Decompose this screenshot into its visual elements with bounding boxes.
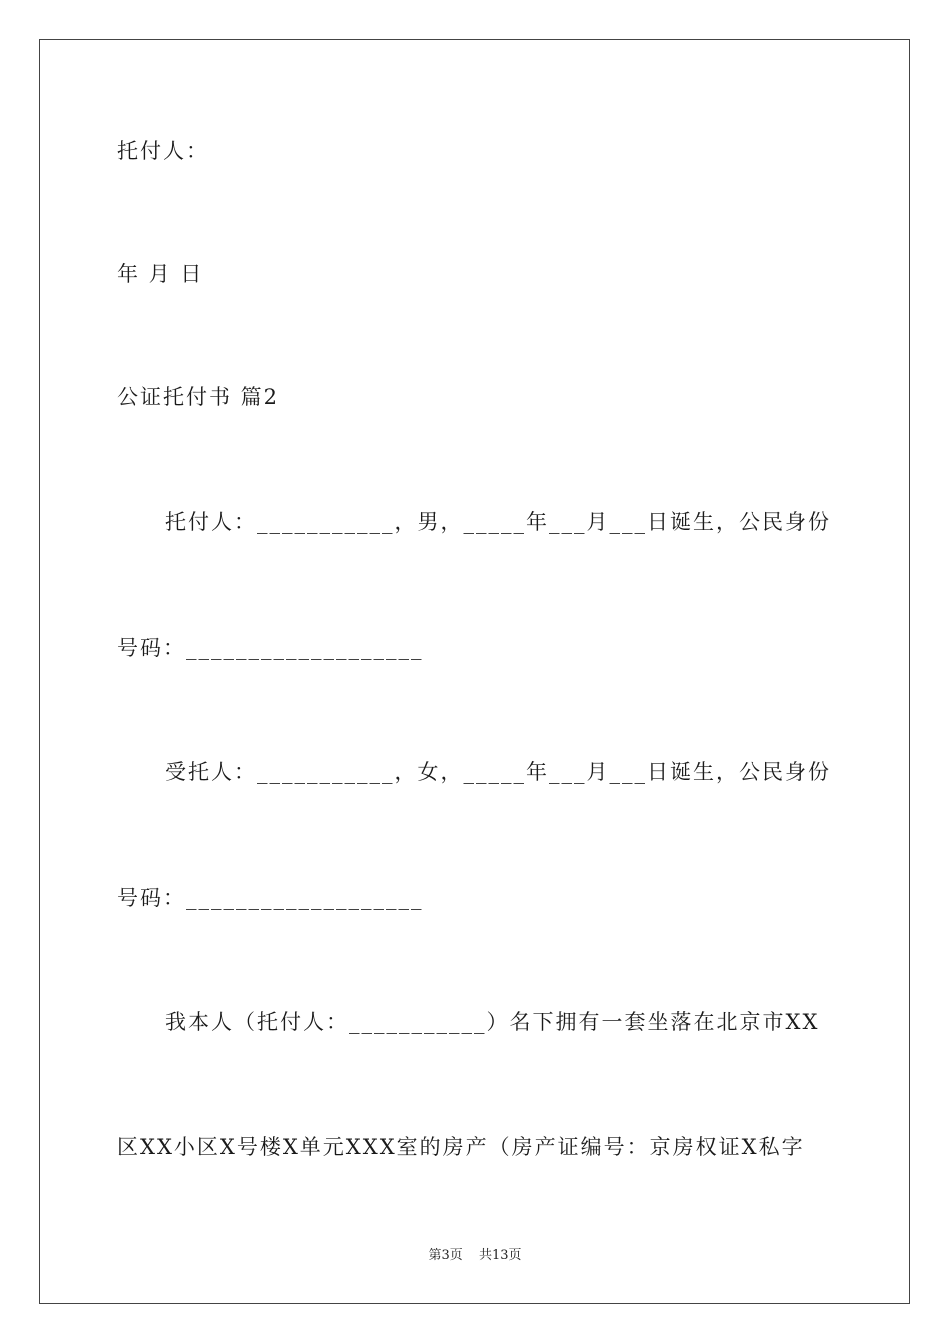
agent-info-line: 受托人：___________，女，_____年___月___日诞生，公民身份 bbox=[165, 760, 831, 784]
principal-id-line: 号码：___________________ bbox=[117, 636, 424, 660]
principal-signature-label: 托付人： bbox=[117, 139, 209, 163]
principal-info-line: 托付人：___________，男，_____年___月___日诞生，公民身份 bbox=[165, 510, 831, 534]
body-paragraph-line-2: 区XX小区X号楼X单元XXX室的房产（房产证编号：京房权证X私字 bbox=[117, 1135, 805, 1159]
page-total: 共13页 bbox=[478, 1248, 522, 1263]
body-paragraph-line-1: 我本人（托付人：___________）名下拥有一套坐落在北京市XX bbox=[165, 1010, 820, 1034]
page-number: 第3页 bbox=[428, 1248, 463, 1263]
section-heading: 公证托付书 篇2 bbox=[117, 385, 280, 409]
page-footer bbox=[0, 1247, 950, 1265]
page-border bbox=[39, 39, 910, 1304]
agent-id-line: 号码：___________________ bbox=[117, 886, 424, 910]
signature-date-line: 年 月 日 bbox=[117, 262, 204, 286]
